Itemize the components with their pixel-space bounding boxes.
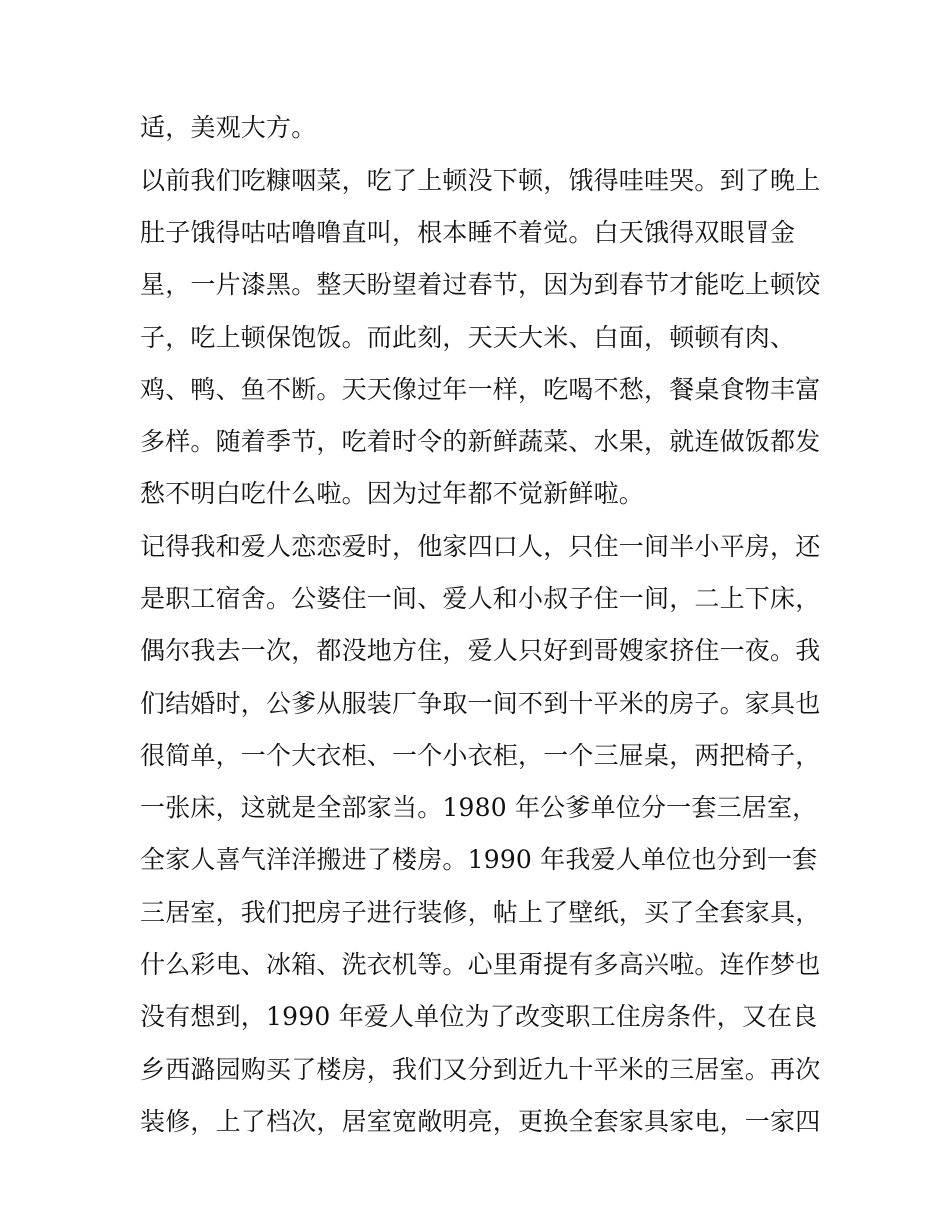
- text-line: 偶尔我去一次，都没地方住，爱人只好到哥嫂家挤住一夜。我: [140, 636, 821, 665]
- text-line: 记得我和爱人恋恋爱时，他家四口人，只住一间半小平房，还: [140, 532, 821, 561]
- text-line: 全家人喜气洋洋搬进了楼房。1990 年我爱人单位也分到一套: [140, 845, 818, 874]
- text-line: 是职工宿舍。公婆住一间、爱人和小叔子住一间，二上下床，: [140, 584, 821, 613]
- text-line: 多样。随着季节，吃着时令的新鲜蔬菜、水果，就连做饭都发: [140, 427, 821, 456]
- text-line: 肚子饿得咕咕噜噜直叫，根本睡不着觉。白天饿得双眼冒金: [140, 218, 796, 247]
- text-line: 适，美观大方。: [140, 113, 317, 142]
- text-line: 星，一片漆黑。整天盼望着过春节，因为到春节才能吃上顿饺: [140, 270, 821, 299]
- text-line: 没有想到，1990 年爱人单位为了改变职工住房条件，又在良: [140, 1002, 818, 1031]
- text-line: 子，吃上顿保饱饭。而此刻，天天大米、白面，顿顿有肉、: [140, 323, 796, 352]
- text-line: 愁不明白吃什么啦。因为过年都不觉新鲜啦。: [140, 479, 645, 508]
- text-line: 们结婚时，公爹从服装厂争取一间不到十平米的房子。家具也: [140, 689, 821, 718]
- text-line: 一张床，这就是全部家当。1980 年公爹单位分一套三居室，: [140, 793, 818, 822]
- text-line: 鸡、鸭、鱼不断。天天像过年一样，吃喝不愁，餐桌食物丰富: [140, 375, 821, 404]
- text-line: 乡西潞园购买了楼房，我们又分到近九十平米的三居室。再次: [140, 1055, 821, 1084]
- text-line: 装修，上了档次，居室宽敞明亮，更换全套家具家电，一家四: [140, 1107, 821, 1136]
- text-line: 三居室，我们把房子进行装修，帖上了壁纸，买了全套家具，: [140, 898, 821, 927]
- text-line: 以前我们吃糠咽菜，吃了上顿没下顿，饿得哇哇哭。到了晚上: [140, 166, 821, 195]
- text-line: 什么彩电、冰箱、洗衣机等。心里甭提有多高兴啦。连作梦也: [140, 950, 821, 979]
- text-line: 很简单，一个大衣柜、一个小衣柜，一个三屉桌，两把椅子，: [140, 741, 821, 770]
